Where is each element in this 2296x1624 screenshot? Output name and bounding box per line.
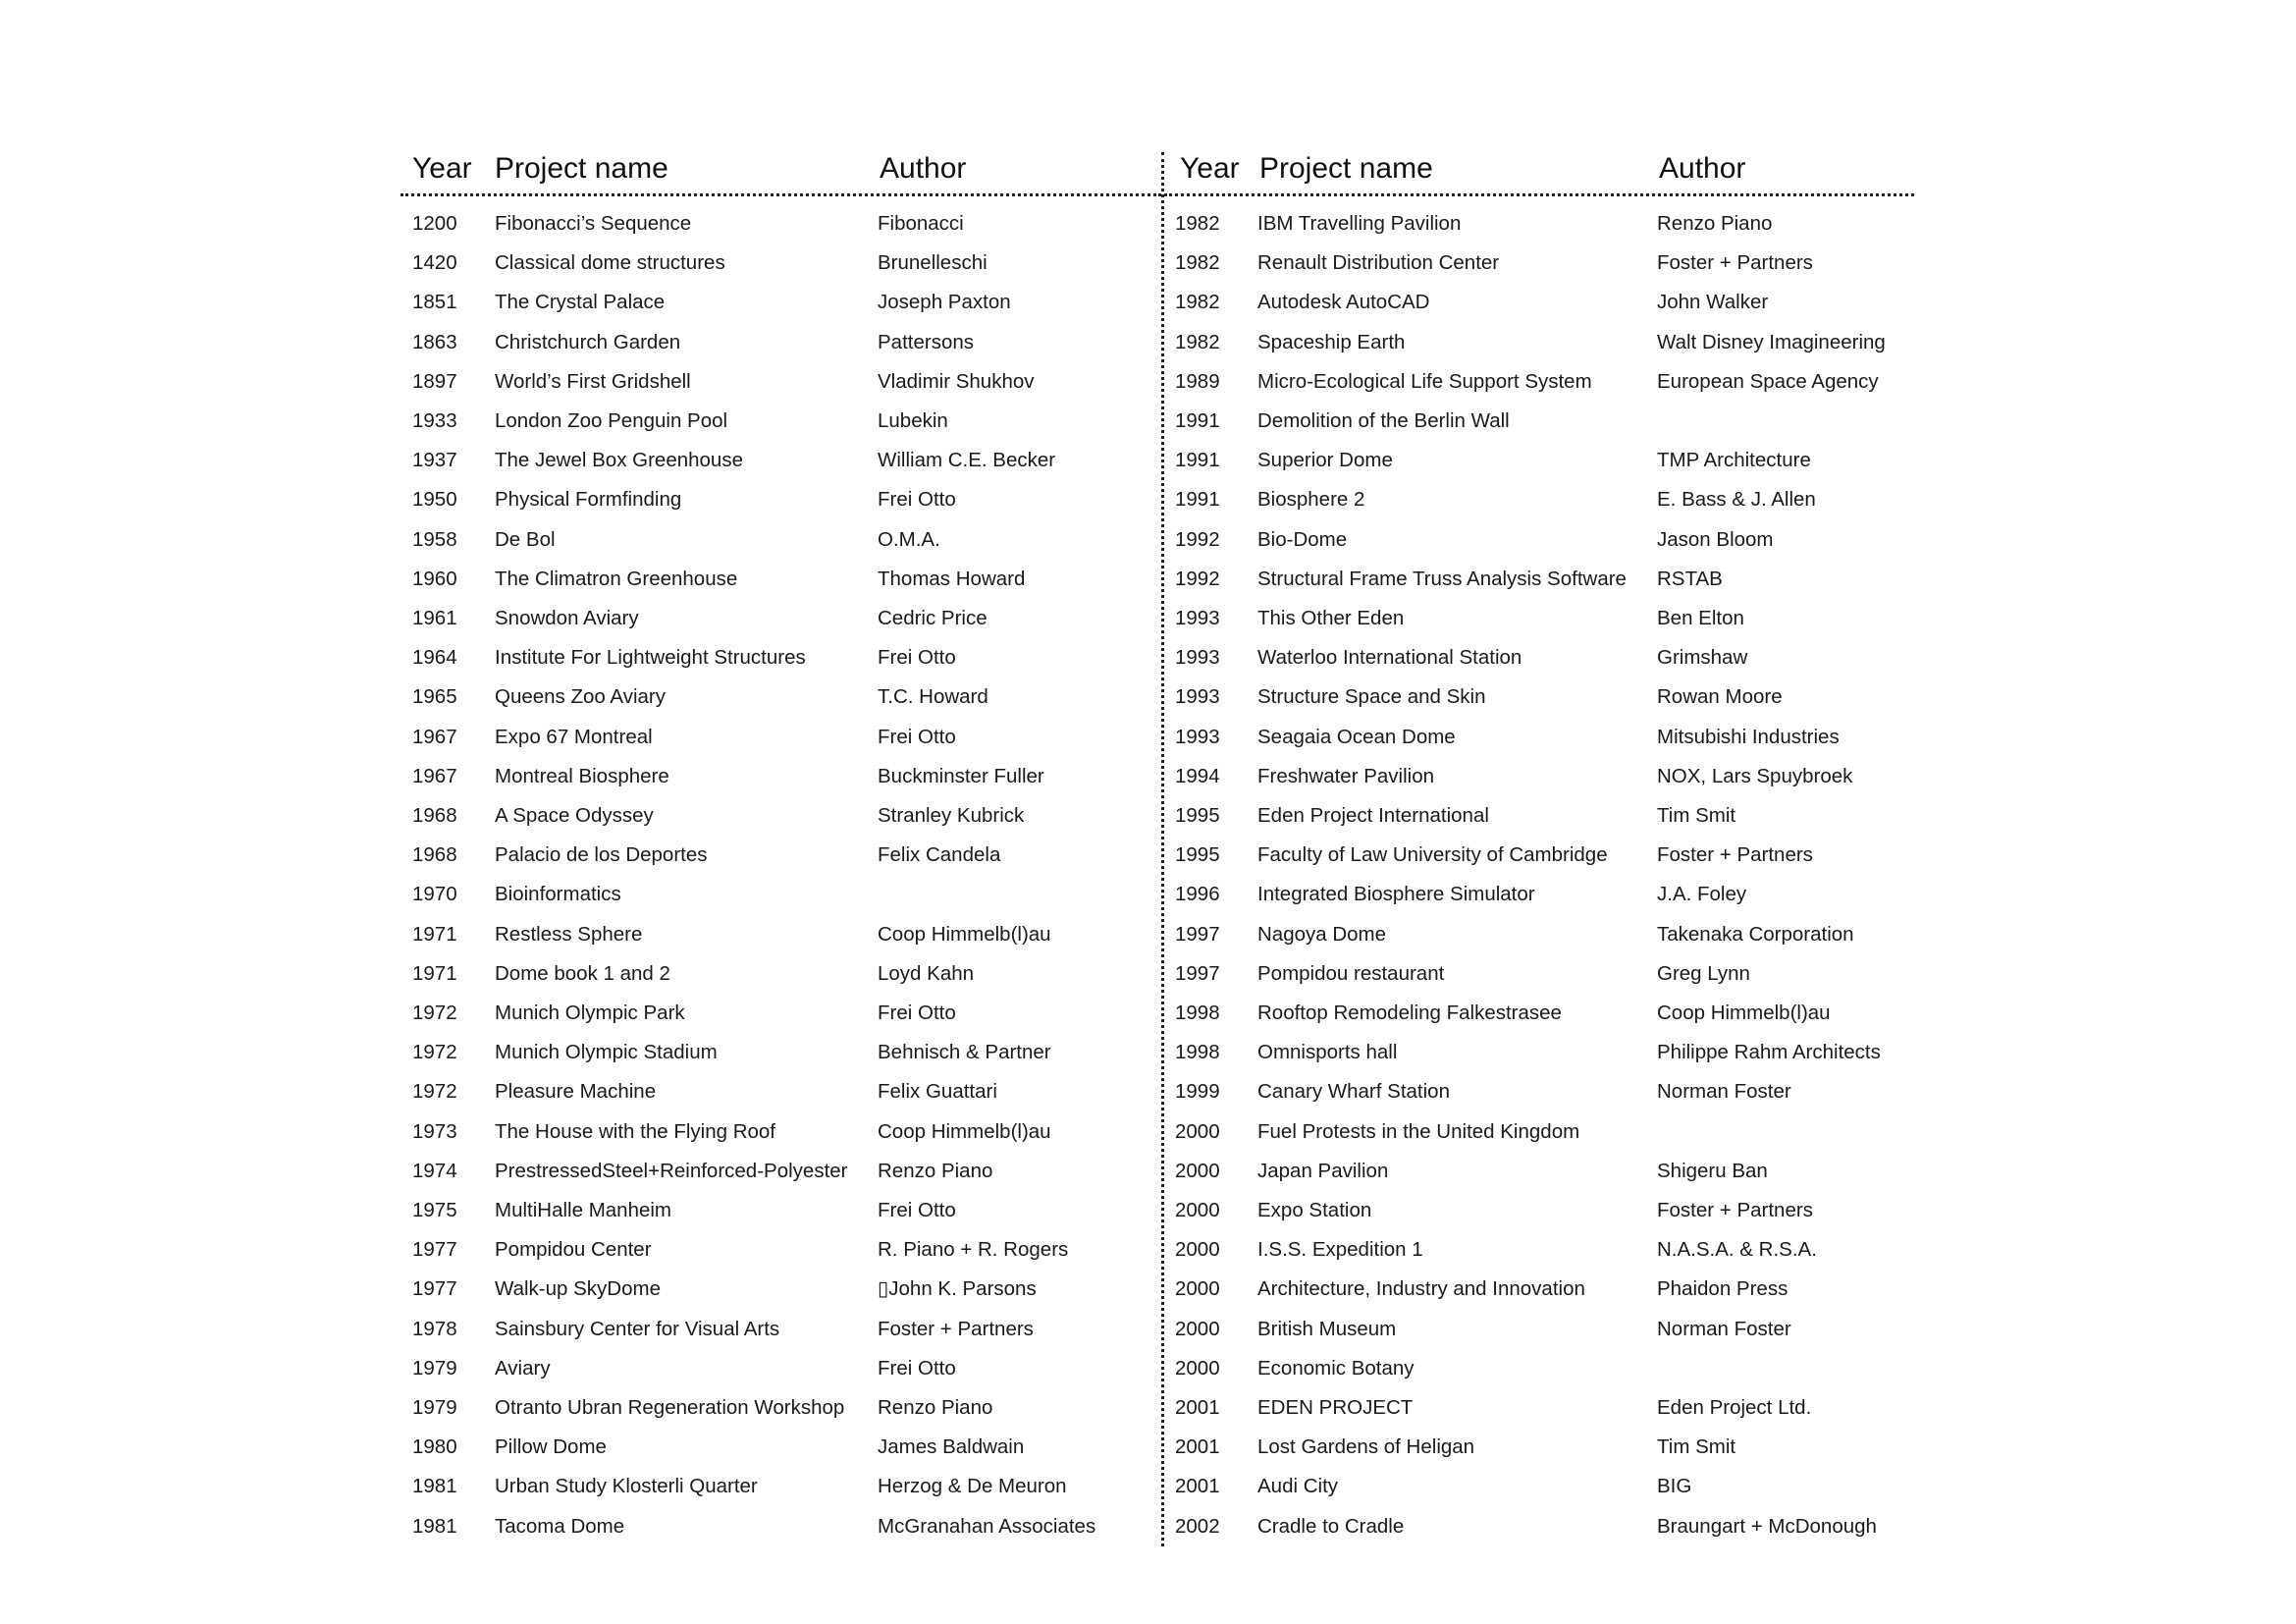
cell-author: Renzo Piano [1657, 212, 1773, 235]
cell-project: Renault Distribution Center [1257, 251, 1500, 275]
cell-project: Physical Formfinding [495, 488, 682, 512]
cell-author: Philippe Rahm Architects [1657, 1041, 1881, 1064]
cell-author: Joseph Paxton [878, 291, 1011, 314]
cell-year: 1982 [1175, 291, 1220, 314]
cell-author: Greg Lynn [1657, 961, 1750, 985]
cell-year: 1965 [412, 685, 457, 709]
cell-project: Fuel Protests in the United Kingdom [1257, 1119, 1580, 1143]
left-header-project: Project name [495, 152, 668, 185]
cell-author: Renzo Piano [878, 1396, 993, 1419]
cell-project: Micro-Ecological Life Support System [1257, 369, 1592, 393]
cell-author: Foster + Partners [878, 1317, 1034, 1340]
cell-author: Norman Foster [1657, 1317, 1791, 1340]
cell-year: 1999 [1175, 1080, 1220, 1104]
cell-author: Shigeru Ban [1657, 1159, 1768, 1182]
cell-year: 1967 [412, 764, 457, 787]
cell-year: 1995 [1175, 804, 1220, 827]
cell-project: London Zoo Penguin Pool [495, 409, 728, 432]
right-header-divider [1164, 193, 1914, 196]
cell-author: Lubekin [878, 409, 948, 432]
cell-year: 1975 [412, 1199, 457, 1221]
cell-project: British Museum [1257, 1317, 1397, 1340]
cell-author: Herzog & De Meuron [878, 1475, 1067, 1498]
cell-project: EDEN PROJECT [1257, 1396, 1414, 1419]
cell-project: Otranto Ubran Regeneration Workshop [495, 1396, 845, 1419]
cell-year: 1971 [412, 922, 457, 946]
cell-year: 1981 [412, 1475, 457, 1498]
cell-year: 1960 [412, 567, 457, 590]
cell-author: Thomas Howard [878, 567, 1026, 590]
cell-project: Bio-Dome [1257, 527, 1348, 551]
cell-project: Expo 67 Montreal [495, 725, 653, 748]
cell-project: Japan Pavilion [1257, 1159, 1389, 1182]
cell-project: MultiHalle Manheim [495, 1199, 672, 1221]
cell-author: William C.E. Becker [878, 449, 1056, 472]
cell-author: Felix Guattari [878, 1080, 997, 1104]
cell-year: 1982 [1175, 212, 1220, 235]
cell-year: 2000 [1175, 1199, 1220, 1221]
cell-year: 1993 [1175, 725, 1220, 748]
cell-project: Pompidou restaurant [1257, 961, 1445, 985]
cell-project: Christchurch Garden [495, 330, 681, 353]
cell-year: 1972 [412, 1041, 457, 1064]
cell-author: Fibonacci [878, 212, 964, 235]
cell-year: 2000 [1175, 1238, 1220, 1262]
cell-author: Foster + Partners [1657, 843, 1813, 867]
cell-project: Aviary [495, 1356, 551, 1380]
left-header-year: Year [412, 152, 472, 185]
cell-year: 1980 [412, 1435, 457, 1459]
cell-project: Snowdon Aviary [495, 607, 639, 629]
cell-author: Tim Smit [1657, 804, 1736, 827]
cell-year: 1992 [1175, 567, 1220, 590]
cell-year: 1998 [1175, 1041, 1220, 1064]
cell-year: 2001 [1175, 1475, 1220, 1498]
cell-author: Grimshaw [1657, 646, 1748, 670]
cell-author: BIG [1657, 1475, 1692, 1498]
cell-year: 1897 [412, 369, 457, 393]
cell-year: 1974 [412, 1159, 457, 1182]
cell-author: European Space Agency [1657, 369, 1879, 393]
cell-author: Ben Elton [1657, 607, 1744, 629]
cell-project: Integrated Biosphere Simulator [1257, 883, 1535, 906]
cell-author: Behnisch & Partner [878, 1041, 1051, 1064]
cell-project: Montreal Biosphere [495, 764, 669, 787]
cell-year: 2001 [1175, 1435, 1220, 1459]
cell-project: Lost Gardens of Heligan [1257, 1435, 1475, 1459]
cell-project: Omnisports hall [1257, 1041, 1398, 1064]
cell-year: 2000 [1175, 1317, 1220, 1340]
cell-project: Pillow Dome [495, 1435, 607, 1459]
cell-year: 1979 [412, 1356, 457, 1380]
cell-year: 1997 [1175, 961, 1220, 985]
cell-year: 2002 [1175, 1514, 1220, 1538]
cell-author: McGranahan Associates [878, 1514, 1096, 1538]
cell-project: Classical dome structures [495, 251, 725, 275]
cell-project: Structure Space and Skin [1257, 685, 1486, 709]
right-header-year: Year [1180, 152, 1240, 185]
cell-author: Coop Himmelb(l)au [878, 922, 1051, 946]
cell-year: 1933 [412, 409, 457, 432]
cell-author: Frei Otto [878, 1356, 956, 1380]
cell-author: Frei Otto [878, 1001, 956, 1024]
cell-year: 1968 [412, 843, 457, 867]
cell-project: Canary Wharf Station [1257, 1080, 1450, 1104]
cell-project: Eden Project International [1257, 804, 1489, 827]
cell-year: 1977 [412, 1238, 457, 1262]
cell-author: Coop Himmelb(l)au [878, 1119, 1051, 1143]
cell-year: 1982 [1175, 330, 1220, 353]
cell-year: 1994 [1175, 764, 1220, 787]
cell-year: 2000 [1175, 1159, 1220, 1182]
cell-year: 1968 [412, 804, 457, 827]
cell-project: I.S.S. Expedition 1 [1257, 1238, 1423, 1262]
cell-project: Freshwater Pavilion [1257, 764, 1435, 787]
cell-year: 1996 [1175, 883, 1220, 906]
cell-project: A Space Odyssey [495, 804, 654, 827]
cell-project: Tacoma Dome [495, 1514, 625, 1538]
cell-project: Structural Frame Truss Analysis Software [1257, 567, 1627, 590]
cell-author: Eden Project Ltd. [1657, 1396, 1812, 1419]
cell-project: The Climatron Greenhouse [495, 567, 738, 590]
cell-project: Architecture, Industry and Innovation [1257, 1277, 1585, 1301]
column-divider [1161, 152, 1164, 1546]
cell-year: 2000 [1175, 1119, 1220, 1143]
cell-author: Cedric Price [878, 607, 988, 629]
cell-project: Waterloo International Station [1257, 646, 1522, 670]
cell-project: Cradle to Cradle [1257, 1514, 1405, 1538]
cell-year: 1981 [412, 1514, 457, 1538]
cell-author: N.A.S.A. & R.S.A. [1657, 1238, 1817, 1262]
cell-project: Spaceship Earth [1257, 330, 1406, 353]
cell-author: Takenaka Corporation [1657, 922, 1854, 946]
cell-author: Phaidon Press [1657, 1277, 1789, 1301]
cell-project: Pompidou Center [495, 1238, 652, 1262]
cell-year: 1420 [412, 251, 457, 275]
cell-author: Rowan Moore [1657, 685, 1783, 709]
cell-project: The House with the Flying Roof [495, 1119, 775, 1143]
cell-project: Sainsbury Center for Visual Arts [495, 1317, 780, 1340]
cell-year: 2000 [1175, 1277, 1220, 1301]
cell-year: 1991 [1175, 409, 1220, 432]
cell-year: 1967 [412, 725, 457, 748]
cell-author: Braungart + McDonough [1657, 1514, 1877, 1538]
cell-author: J.A. Foley [1657, 883, 1747, 906]
cell-year: 1958 [412, 527, 457, 551]
cell-author: Loyd Kahn [878, 961, 975, 985]
cell-year: 1989 [1175, 369, 1220, 393]
cell-author: Vladimir Shukhov [878, 369, 1035, 393]
cell-year: 2000 [1175, 1356, 1220, 1380]
cell-author: E. Bass & J. Allen [1657, 488, 1816, 512]
cell-project: Faculty of Law University of Cambridge [1257, 843, 1608, 867]
cell-project: Queens Zoo Aviary [495, 685, 666, 709]
cell-project: Institute For Lightweight Structures [495, 646, 806, 670]
cell-project: Urban Study Klosterli Quarter [495, 1475, 758, 1498]
cell-author: John Walker [1657, 291, 1769, 314]
cell-author: Tim Smit [1657, 1435, 1736, 1459]
cell-project: Autodesk AutoCAD [1257, 291, 1430, 314]
cell-author: Norman Foster [1657, 1080, 1791, 1104]
cell-project: De Bol [495, 527, 556, 551]
cell-project: Restless Sphere [495, 922, 643, 946]
left-header-author: Author [880, 152, 967, 185]
cell-author: Mitsubishi Industries [1657, 725, 1840, 748]
cell-project: IBM Travelling Pavilion [1257, 212, 1462, 235]
cell-year: 1970 [412, 883, 457, 906]
right-header-project: Project name [1259, 152, 1433, 185]
cell-author: Pattersons [878, 330, 974, 353]
cell-year: 1972 [412, 1001, 457, 1024]
left-header-divider [400, 193, 1161, 196]
cell-year: 1950 [412, 488, 457, 512]
cell-author: Walt Disney Imagineering [1657, 330, 1886, 353]
cell-project: Walk-up SkyDome [495, 1277, 661, 1301]
cell-project: Audi City [1257, 1475, 1339, 1498]
cell-project: Bioinformatics [495, 883, 621, 906]
cell-year: 1971 [412, 961, 457, 985]
cell-project: Expo Station [1257, 1199, 1372, 1221]
cell-year: 1998 [1175, 1001, 1220, 1024]
cell-year: 1978 [412, 1317, 457, 1340]
cell-year: 1997 [1175, 922, 1220, 946]
cell-project: Nagoya Dome [1257, 922, 1387, 946]
cell-year: 1851 [412, 291, 457, 314]
cell-author: James Baldwain [878, 1435, 1025, 1459]
cell-author: R. Piano + R. Rogers [878, 1238, 1069, 1262]
cell-project: Biosphere 2 [1257, 488, 1365, 512]
cell-project: Superior Dome [1257, 449, 1393, 472]
cell-author: Felix Candela [878, 843, 1001, 867]
cell-year: 1979 [412, 1396, 457, 1419]
cell-year: 1993 [1175, 607, 1220, 629]
cell-project: The Jewel Box Greenhouse [495, 449, 743, 472]
cell-author: O.M.A. [878, 527, 940, 551]
right-header-author: Author [1659, 152, 1746, 185]
cell-project: Munich Olympic Park [495, 1001, 685, 1024]
cell-project: Rooftop Remodeling Falkestrasee [1257, 1001, 1562, 1024]
cell-project: Fibonacci’s Sequence [495, 212, 692, 235]
cell-project: Palacio de los Deportes [495, 843, 708, 867]
cell-project: The Crystal Palace [495, 291, 666, 314]
cell-year: 1993 [1175, 646, 1220, 670]
cell-year: 1863 [412, 330, 457, 353]
cell-author: Frei Otto [878, 646, 956, 670]
cell-project: Munich Olympic Stadium [495, 1041, 718, 1064]
cell-project: This Other Eden [1257, 607, 1405, 629]
cell-author: Brunelleschi [878, 251, 988, 275]
cell-author: ▯John K. Parsons [878, 1277, 1037, 1301]
cell-year: 1200 [412, 212, 457, 235]
cell-year: 1937 [412, 449, 457, 472]
cell-year: 1972 [412, 1080, 457, 1104]
cell-project: Economic Botany [1257, 1356, 1415, 1380]
cell-year: 2001 [1175, 1396, 1220, 1419]
cell-project: PrestressedSteel+Reinforced-Polyester [495, 1159, 848, 1182]
cell-project: World’s First Gridshell [495, 369, 691, 393]
cell-author: T.C. Howard [878, 685, 988, 709]
cell-year: 1992 [1175, 527, 1220, 551]
cell-project: Seagaia Ocean Dome [1257, 725, 1456, 748]
cell-author: Foster + Partners [1657, 251, 1813, 275]
cell-author: RSTAB [1657, 567, 1723, 590]
cell-author: Coop Himmelb(l)au [1657, 1001, 1831, 1024]
cell-author: NOX, Lars Spuybroek [1657, 764, 1853, 787]
cell-author: Frei Otto [878, 1199, 956, 1221]
cell-author: Foster + Partners [1657, 1199, 1813, 1221]
cell-year: 1964 [412, 646, 457, 670]
cell-year: 1991 [1175, 488, 1220, 512]
cell-project: Dome book 1 and 2 [495, 961, 670, 985]
cell-year: 1991 [1175, 449, 1220, 472]
cell-author: Renzo Piano [878, 1159, 993, 1182]
cell-year: 1973 [412, 1119, 457, 1143]
cell-author: Frei Otto [878, 725, 956, 748]
cell-author: Frei Otto [878, 488, 956, 512]
cell-year: 1961 [412, 607, 457, 629]
cell-year: 1995 [1175, 843, 1220, 867]
cell-author: TMP Architecture [1657, 449, 1811, 472]
cell-year: 1977 [412, 1277, 457, 1301]
cell-project: Demolition of the Berlin Wall [1257, 409, 1510, 432]
cell-project: Pleasure Machine [495, 1080, 657, 1104]
cell-author: Jason Bloom [1657, 527, 1774, 551]
cell-author: Buckminster Fuller [878, 764, 1044, 787]
cell-author: Stranley Kubrick [878, 804, 1025, 827]
cell-year: 1993 [1175, 685, 1220, 709]
cell-year: 1982 [1175, 251, 1220, 275]
